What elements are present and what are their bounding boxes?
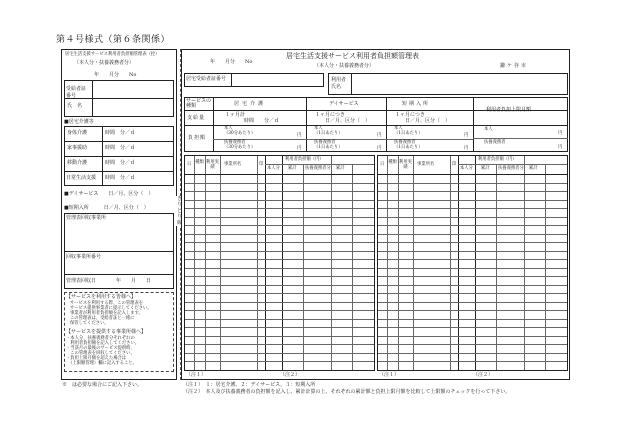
footnote-2: （注２） 本人及び扶養義務者の負担額を記入し、累計計算の上、それぞれの累計額と負担上限月額を比較して上限額のチェックを行って下さい。: [183, 389, 511, 395]
main-subtitle: （本人分・扶養義務者分）: [314, 63, 375, 69]
burden-self: 本人: [224, 126, 233, 131]
burden-family-note: （30分あたり）: [224, 145, 256, 150]
grid-header-family: 扶養義務者分: [305, 166, 331, 171]
form-number: 第４号様式（第６条関係）: [56, 35, 171, 45]
grid-header-burden: 利用者負担額（円）: [478, 157, 517, 162]
stub-row-value: 時間 分／ｄ: [105, 175, 136, 181]
main-year-month: 年 月分 No: [210, 59, 253, 65]
ledger-grid-left: [184, 155, 375, 371]
support-short-value: 日／月、区分（ ）: [405, 118, 451, 124]
stub-providers-line: ・本人分、扶養義務者分それぞれの: [66, 336, 135, 341]
stub-providers-line: この管理表を回収してください。: [66, 351, 135, 356]
user-name-box: [328, 73, 568, 95]
svc-short: 短期入所: [402, 101, 431, 107]
ledger-grid-right: [377, 155, 568, 371]
burden-day-note: （1日あたり）: [314, 131, 343, 136]
burden-short-note: （1日あたり）: [394, 131, 423, 136]
stub-row-label: 日常生活支援: [66, 175, 97, 181]
stub-collection-date: 管理表回収日 年 月 日: [66, 278, 152, 284]
grid-header-total: 累計: [336, 166, 345, 171]
stub-home-care-header: ■居宅介護等: [64, 119, 94, 125]
stub-row-value: 時間 分／ｄ: [105, 160, 136, 166]
stub-title: 居宅生活支援サービス利用者負担額管理表（控）: [65, 52, 160, 57]
grid-header-type: 種類: [388, 160, 397, 165]
stub-day-service: ■デイサービス 日／月、区分（ ）: [64, 191, 154, 197]
grid-header-office: 事業所名: [224, 162, 242, 167]
stub-row-label: 身体介護: [67, 130, 88, 136]
grid-note-1: （注１）: [379, 372, 400, 378]
stub-year-month: 年 月分 No: [94, 72, 137, 78]
grid-header-day: 日: [380, 162, 385, 167]
stub-users-line: 保管してください。: [70, 321, 109, 326]
support-home: １ヶ月計: [225, 112, 246, 118]
burden-family: 扶養義務者: [224, 140, 246, 145]
stub-users-title: 【サービスを利用する皆様へ】: [66, 294, 137, 300]
support-day-value: 日／月、区分（ ）: [325, 118, 371, 124]
stub-short-stay: ■短期入所 日／月、区分（ ）: [64, 205, 149, 211]
stub-row-value: 時間 分／ｄ: [105, 130, 136, 136]
stub-users-line: サービス提供事業者に提示してください。: [70, 306, 152, 311]
user-name-label: 利用者氏名: [331, 77, 347, 90]
burden-yen: 円: [377, 133, 382, 138]
burden-short-family: 扶養義務者: [394, 140, 416, 145]
burden-day-family: 扶養義務者: [314, 140, 336, 145]
stub-providers-line: 利用者負担額を記入してください。: [66, 341, 140, 346]
burden-day-family-note: （1日あたり）: [314, 145, 343, 150]
grid-header-office: 事業所名: [417, 162, 435, 167]
support-home-value: 時間 分／ｄ: [244, 118, 280, 124]
support-short: １ヶ月につき: [395, 112, 425, 118]
grid-note-2: （注２）: [280, 372, 301, 378]
support-label: 支給量: [187, 115, 206, 121]
stub-users-line: 事業者が利用者負担額を記入します。: [70, 311, 143, 316]
burden-short-self: 本人: [394, 126, 403, 131]
grid-header-self: 本人分: [267, 166, 280, 171]
support-day: １ヶ月につき: [315, 112, 345, 118]
stub-users-line: この管理表は、受給者証と一緒に: [70, 316, 135, 321]
grid-header-total: 累計: [288, 166, 297, 171]
grid-header-type: 種類: [195, 160, 204, 165]
burden-self-note: （30分あたり）: [224, 131, 256, 136]
burden-label: 負担額: [188, 135, 207, 141]
footnote-1: （注１） １：居宅介護、２：デイサービス、３：短期入所: [183, 382, 316, 388]
stub-subtitle: （本人分・扶養義務者分）: [74, 60, 135, 66]
main-city: 鎌ケ谷市: [500, 63, 529, 69]
limit-family: 扶養義務者: [484, 140, 506, 145]
grid-note-2: （注２）: [473, 372, 494, 378]
burden-day-self: 本人: [314, 126, 323, 131]
stub-recipient-no-label: 受給者証番号: [66, 86, 87, 99]
limit-header: 利用者負担上限月額: [486, 107, 532, 113]
grid-note-1: （注１）: [186, 372, 207, 378]
limit-yen: 円: [558, 145, 563, 150]
stub-row-value: 時間 分／ｄ: [105, 145, 136, 151]
limit-yen: 円: [558, 131, 563, 136]
main-title: 居宅生活支援サービス利用者負担額管理表: [286, 52, 419, 60]
grid-header-seal: 印: [259, 162, 264, 167]
stub-row-label: 移動介護: [67, 160, 88, 166]
stub-providers-title: 【サービスを提供する事業所様へ】: [66, 329, 147, 335]
grid-header-day: 日: [187, 162, 192, 167]
grid-header-actual: 利用実績: [206, 160, 219, 170]
svc-day: デイサービス: [329, 101, 359, 107]
stub-note: ※ は必要な場合にご記入下さい。: [62, 382, 143, 388]
stub-providers-line: ・当該月の最後のサービス提供時、: [66, 346, 135, 351]
stub-users-line: サービスを利用する際、この管理表を: [70, 301, 144, 306]
limit-self: 本人: [484, 127, 493, 132]
grid-header-self: 本人分: [460, 166, 473, 171]
tear-line-label: き り と り 線: [176, 196, 188, 226]
burden-yen: 円: [464, 133, 469, 138]
burden-short-family-note: （1日あたり）: [394, 145, 423, 150]
stub-row-label: 家事援助: [67, 145, 88, 151]
burden-yen: 円: [297, 146, 302, 151]
svc-home: 居宅介護: [234, 101, 267, 107]
stub-office-name-label: 管理表回収事業所: [66, 215, 107, 221]
burden-yen: 円: [464, 146, 469, 151]
burden-yen: 円: [297, 133, 302, 138]
grid-header-family: 扶養義務者分: [498, 166, 524, 171]
stub-name-label: 氏 名: [67, 103, 83, 109]
grid-header-seal: 印: [452, 162, 457, 167]
grid-header-actual: 利用実績: [399, 160, 412, 170]
svc-type-label: サービスの種類: [186, 98, 212, 109]
grid-header-total: 累計: [529, 166, 538, 171]
stub-office-no-label: 回収事業所番号: [66, 254, 102, 260]
burden-yen: 円: [377, 146, 382, 151]
grid-header-burden: 利用者負担額（円）: [285, 157, 324, 162]
cert-no-label: 居宅受給者証番号: [186, 76, 227, 82]
grid-header-total: 累計: [481, 166, 490, 171]
stub-providers-line: （上限額管理）欄に記入すること。: [66, 361, 137, 366]
stub-providers-line: ・負担上限月額を超えた場合は: [66, 356, 127, 361]
